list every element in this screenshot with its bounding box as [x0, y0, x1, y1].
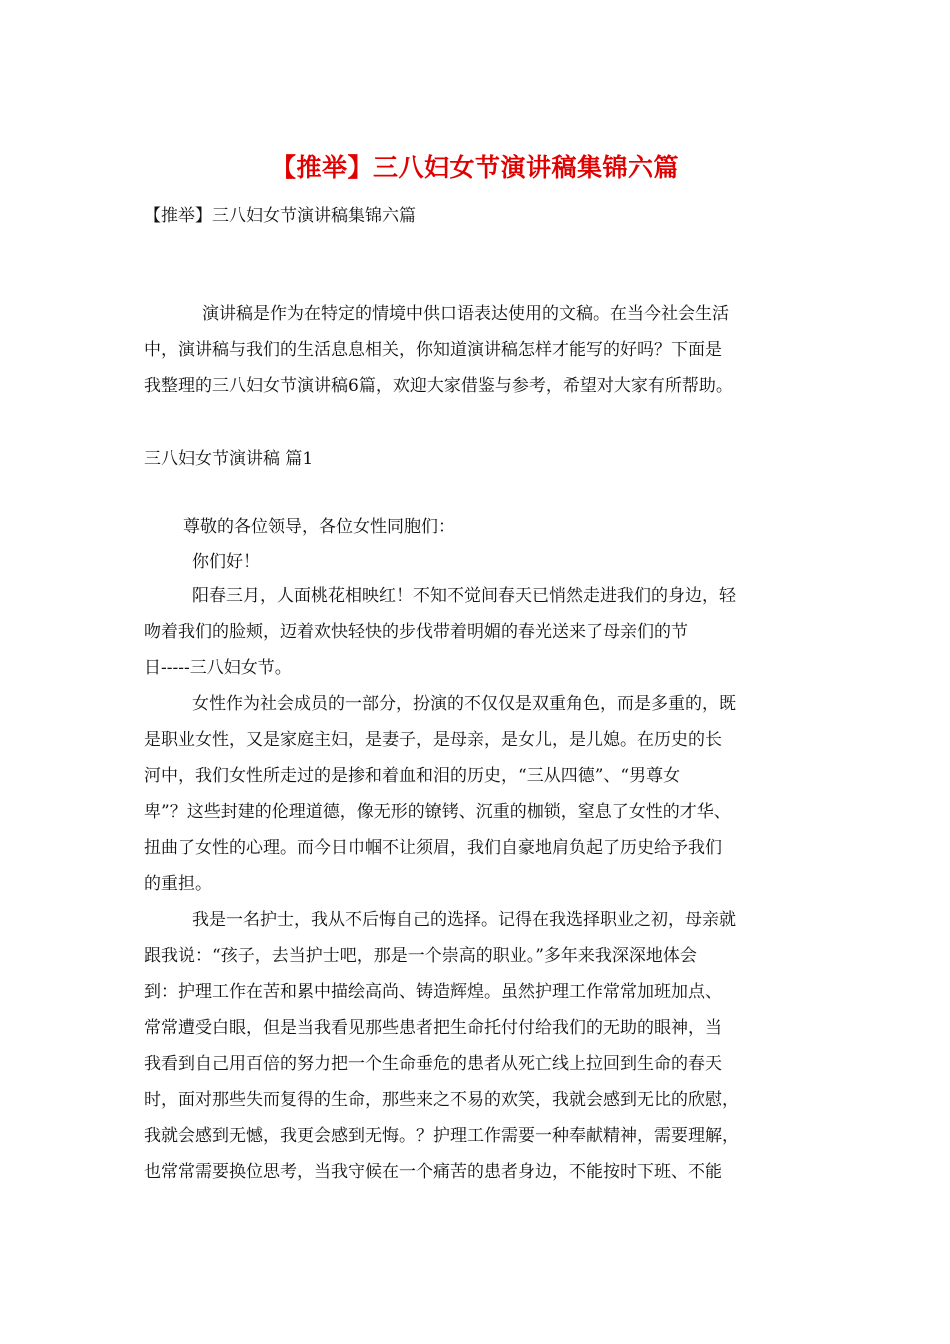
body-line: 我就会感到无憾，我更会感到无悔。？护理工作需要一种奉献精神，需要理解，: [144, 1126, 739, 1146]
body-line: 的重担。: [144, 874, 212, 894]
document-title: 【推举】三八妇女节演讲稿集锦六篇: [270, 153, 679, 182]
body-line: 我是一名护士，我从不后悔自己的选择。记得在我选择职业之初，母亲就: [192, 910, 736, 930]
body-line: 常常遭受白眼，但是当我看见那些患者把生命托付付给我们的无助的眼神，当: [144, 1018, 722, 1038]
body-line: 时，面对那些失而复得的生命，那些来之不易的欢笑，我就会感到无比的欣慰，: [144, 1090, 739, 1110]
greeting: 你们好！: [192, 552, 260, 572]
body-line: 卑”？这些封建的伦理道德，像无形的镣铐、沉重的枷锁，窒息了女性的才华、: [144, 802, 731, 822]
section-heading: 三八妇女节演讲稿 篇1: [144, 449, 314, 469]
body-line: 也常常需要换位思考，当我守候在一个痛苦的患者身边，不能按时下班、不能: [144, 1162, 722, 1182]
body-line: 河中，我们女性所走过的是掺和着血和泪的历史，“三从四德”、“男尊女: [144, 766, 681, 786]
body-line: 到：护理工作在苦和累中描绘高尚、铸造辉煌。虽然护理工作常常加班加点、: [144, 982, 722, 1002]
body-line: 吻着我们的脸颊，迈着欢快轻快的步伐带着明媚的春光送来了母亲们的节: [144, 622, 688, 642]
body-line: 是职业女性，又是家庭主妇，是妻子，是母亲，是女儿，是儿媳。在历史的长: [144, 730, 722, 750]
body-line: 扭曲了女性的心理。而今日巾帼不让须眉，我们自豪地肩负起了历史给予我们: [144, 838, 722, 858]
intro-paragraph: [144, 296, 806, 404]
body-line: 阳春三月，人面桃花相映红！不知不觉间春天已悄然走进我们的身边，轻: [192, 586, 736, 606]
intro-line: 中，演讲稿与我们的生活息息相关，你知道演讲稿怎样才能写的好吗？下面是: [144, 340, 722, 360]
body-line: 日-----三八妇女节。: [144, 658, 292, 678]
intro-line: 演讲稿是作为在特定的情境中供口语表达使用的文稿。在当今社会生活: [202, 304, 729, 324]
body-line: 女性作为社会成员的一部分，扮演的不仅仅是双重角色，而是多重的，既: [192, 694, 736, 714]
intro-line: 我整理的三八妇女节演讲稿6篇，欢迎大家借鉴与参考，希望对大家有所帮助。: [144, 376, 733, 396]
speech-body: [144, 578, 806, 1190]
body-line: 跟我说：“孩子，去当护士吧，那是一个崇高的职业。”多年来我深深地体会: [144, 946, 697, 966]
document-subtitle: 【推举】三八妇女节演讲稿集锦六篇: [144, 206, 416, 226]
body-line: 我看到自己用百倍的努力把一个生命垂危的患者从死亡线上拉回到生命的春天: [144, 1054, 722, 1074]
salutation: 尊敬的各位领导，各位女性同胞们：: [183, 517, 455, 537]
